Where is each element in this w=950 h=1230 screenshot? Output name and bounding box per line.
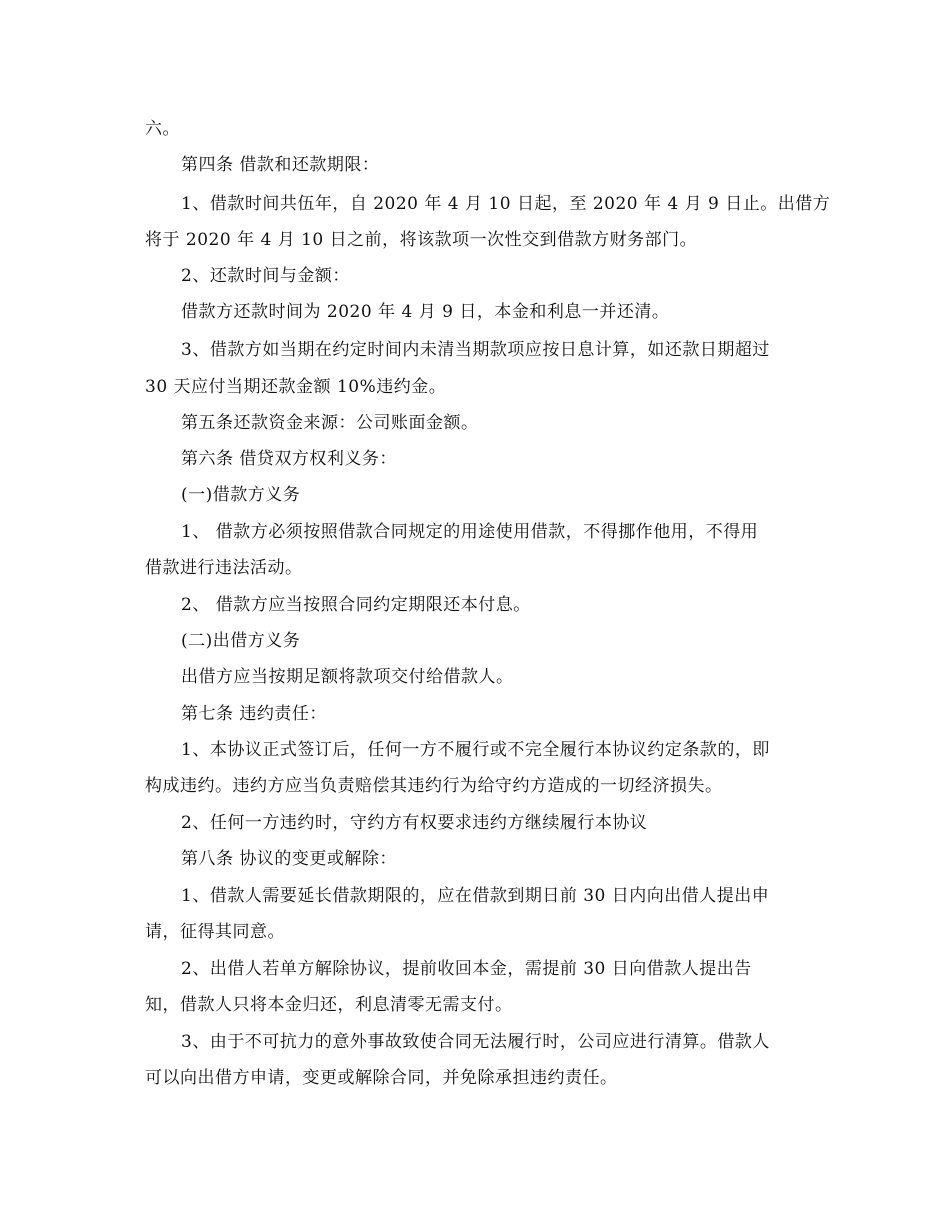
text-line: 1、 借款方必须按照借款合同规定的用途使用借款，不得挪作他用，不得用 — [181, 522, 759, 542]
text-line: 2、 借款方应当按照合同约定期限还本付息。 — [181, 595, 531, 615]
article-heading: 第四条 借款和还款期限： — [181, 155, 380, 175]
article-heading: 第五条还款资金来源：公司账面金额。 — [181, 413, 479, 433]
text-line: 借款进行违法活动。 — [145, 558, 303, 578]
text-line: 2、还款时间与金额： — [181, 266, 350, 286]
text-line: 2、任何一方违约时，守约方有权要求违约方继续履行本协议 — [181, 813, 648, 833]
article-heading: 第八条 协议的变更或解除： — [181, 849, 397, 869]
text-line: 3、由于不可抗力的意外事故致使合同无法履行时，公司应进行清算。借款人 — [181, 1032, 770, 1052]
text-line: 1、借款时间共伍年，自 2020 年 4 月 10 日起，至 2020 年 4 月 9 日止。出借方 — [181, 194, 831, 214]
text-line: 将于 2020 年 4 月 10 日之前，将该款项一次性交到借款方财务部门。 — [145, 230, 698, 250]
section-heading: (二)出借方义务 — [181, 631, 301, 651]
text-line: 构成违约。违约方应当负责赔偿其违约行为给守约方造成的一切经济损失。 — [145, 776, 723, 796]
text-line: 3、借款方如当期在约定时间内未清当期款项应按日息计算，如还款日期超过 — [181, 340, 770, 360]
text-line: 可以向出借方申请，变更或解除合同，并免除承担违约责任。 — [145, 1068, 618, 1088]
article-heading: 第六条 借贷双方权利义务： — [181, 449, 397, 469]
section-heading: (一)借款方义务 — [181, 485, 301, 505]
text-line: 请，征得其同意。 — [145, 922, 285, 942]
text-line: 知，借款人只将本金归还，利息清零无需支付。 — [145, 995, 513, 1015]
text-line: 借款方还款时间为 2020 年 4 月 9 日，本金和利息一并还清。 — [181, 302, 670, 322]
article-heading: 第七条 违约责任： — [181, 704, 327, 724]
text-line: 出借方应当按期足额将款项交付给借款人。 — [181, 667, 514, 687]
text-line: 2、出借人若单方解除协议，提前收回本金，需提前 30 日向借款人提出告 — [181, 959, 752, 979]
text-line: 1、本协议正式签订后，任何一方不履行或不完全履行本协议约定条款的，即 — [181, 740, 770, 760]
text-line: 30 天应付当期还款金额 10%违约金。 — [145, 377, 447, 397]
text-line: 六。 — [145, 119, 180, 139]
text-line: 1、借款人需要延长借款期限的，应在借款到期日前 30 日内向出借人提出申 — [181, 886, 770, 906]
